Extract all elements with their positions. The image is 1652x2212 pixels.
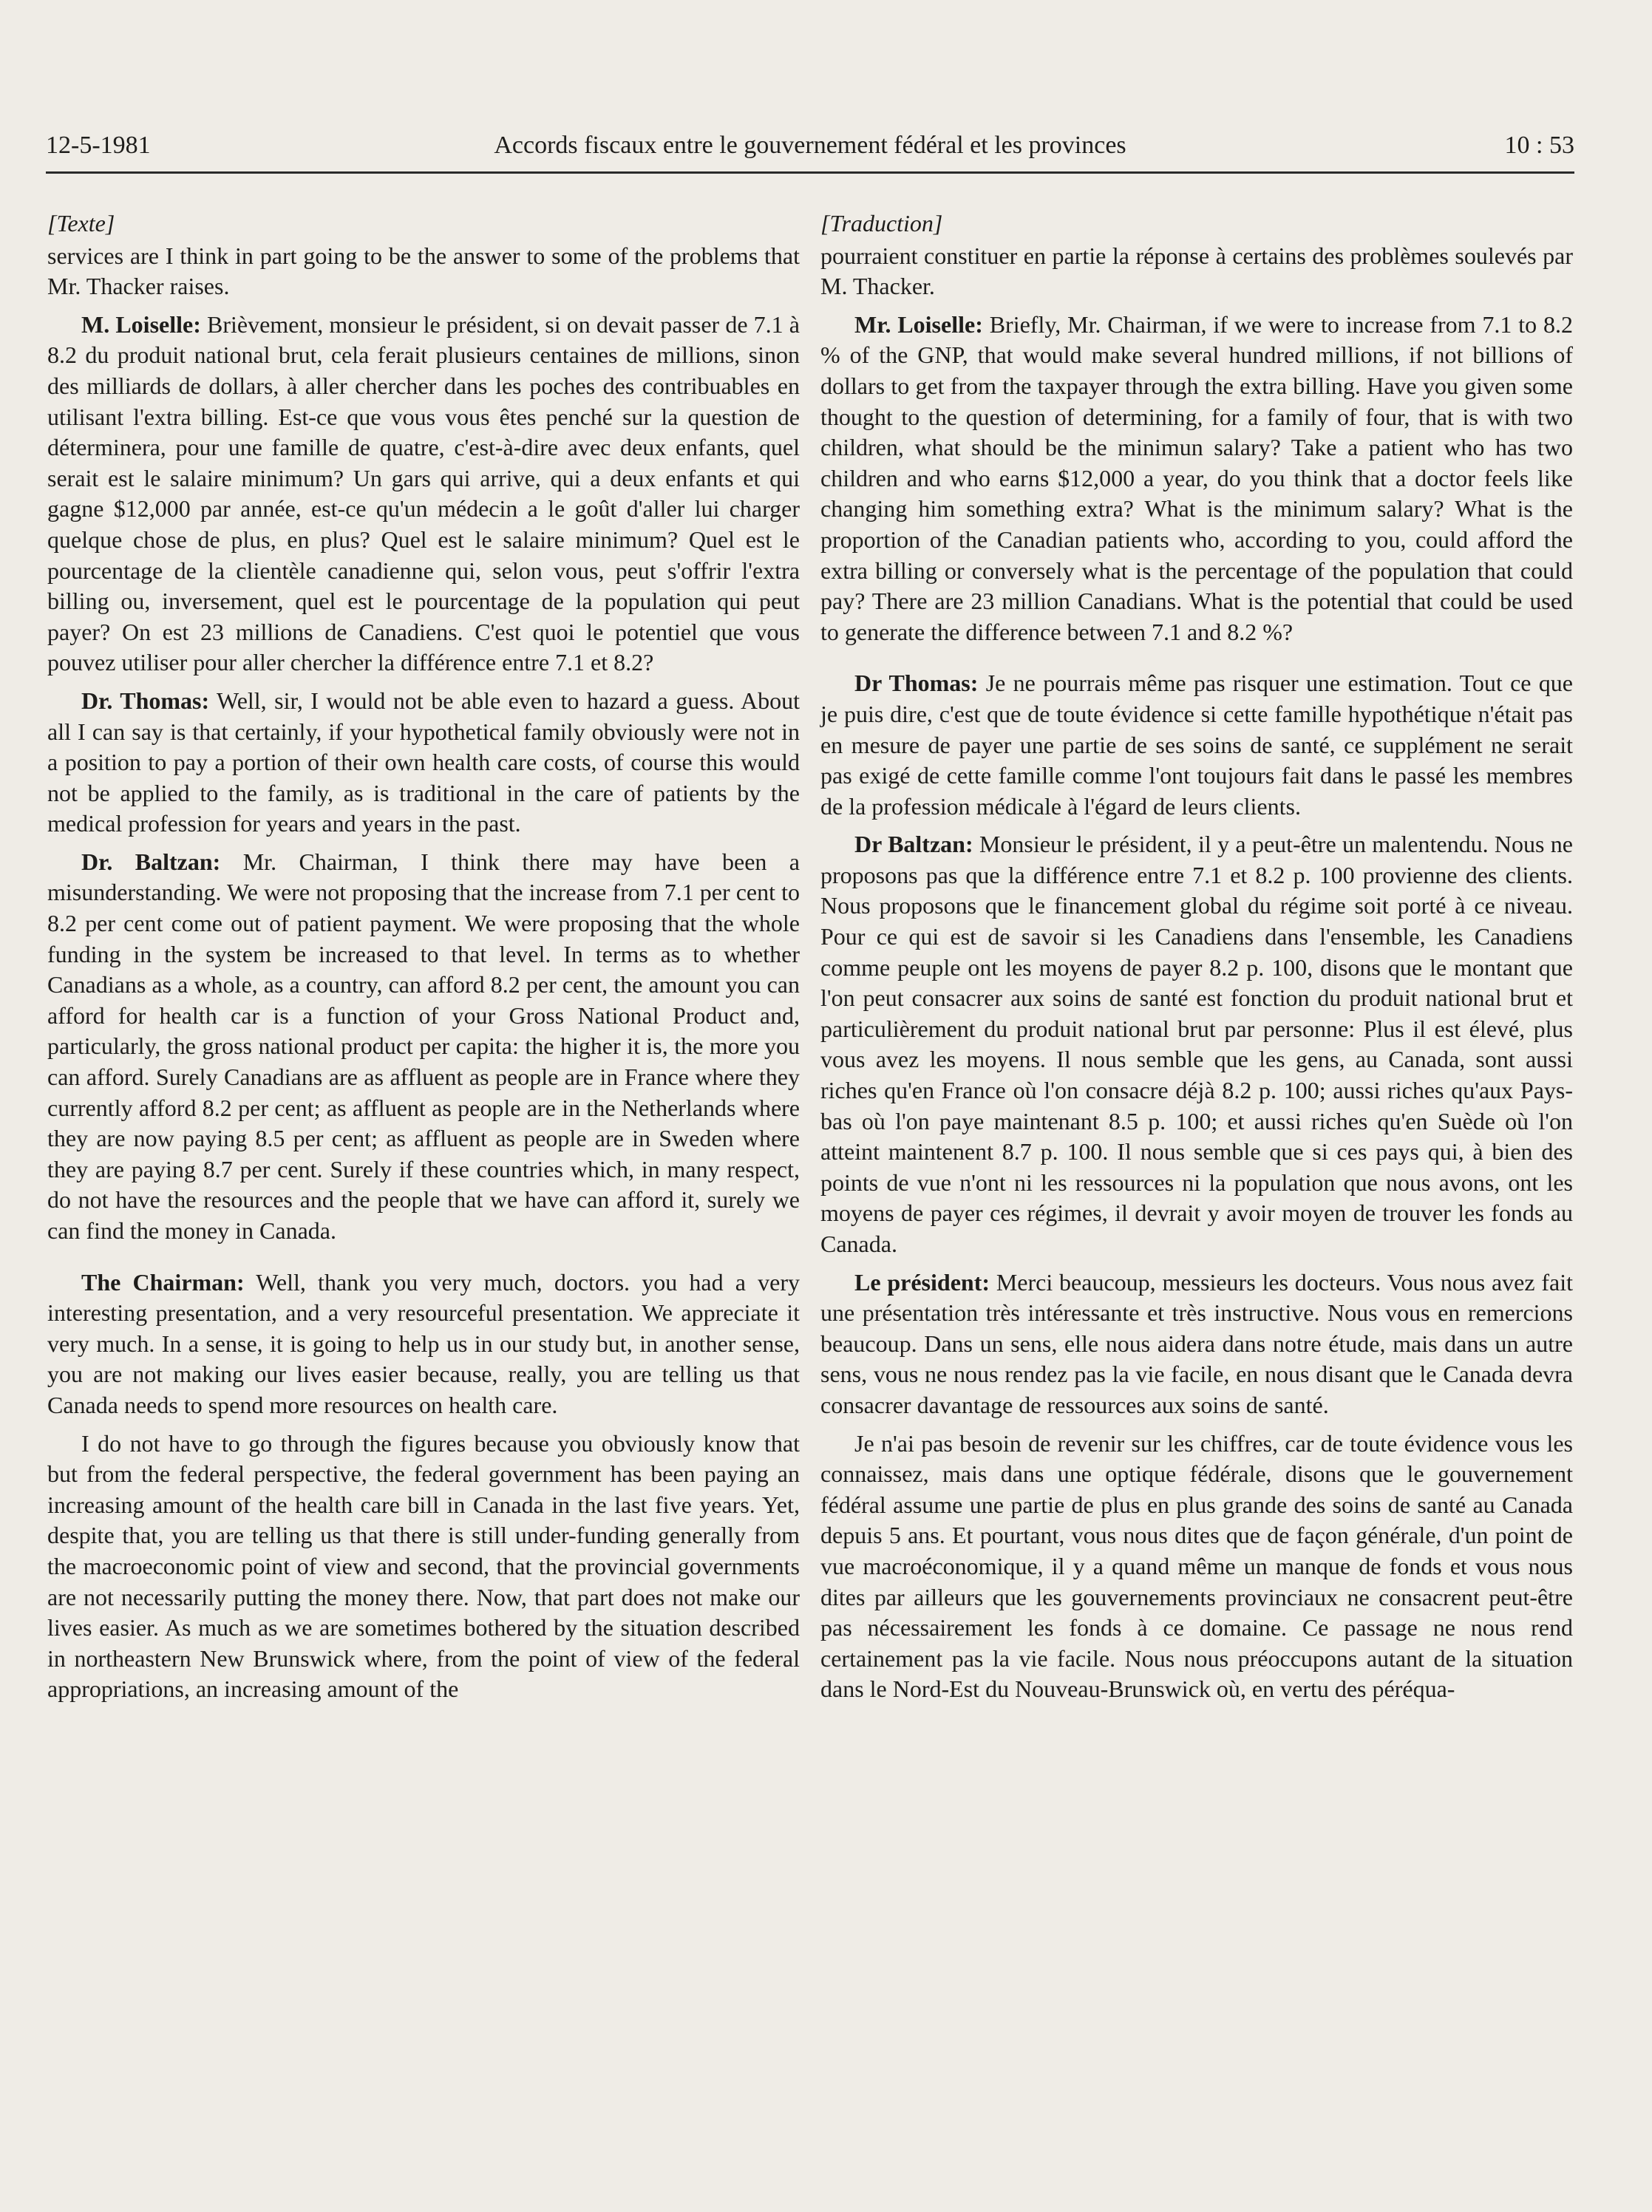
column-language-tag: [Traduction]	[820, 210, 943, 236]
speech-text: Mr. Chairman, I think there may have been a misunderstanding. We were not proposing that the increase from 7.1 per cent to 8.2 per cent come out of patient payment. We were proposing that the whole funding in the system be increased to that level. In terms as to whether Canadians as a whole, as a country, can afford 8.2 per cent, the amount you can afford for health car is a function of your Gross National Product and, particularly, the gross national product per capita: the higher it is, the more you can afford. Surely Canadians are as affluent as people are in France where they currently afford 8.2 per cent; as affluent as people are in the Netherlands where they are now paying 8.5 per cent; as affluent as people are in Sweden where they are paying 8.7 per cent. Surely if these countries which, in many respect, do not have the resources and the people that we have can afford it, surely we can find the money in Canada.	[47, 848, 800, 1244]
paragraph-chairman	[47, 1267, 800, 1421]
speaker-name: Dr Thomas:	[854, 670, 979, 697]
paragraph-thomas	[47, 686, 800, 840]
paragraph-continued: pourraient constituer en partie la réponse à certains des problèmes soulevés par M. Thacker.	[820, 242, 1573, 300]
paragraph-chairman-continued: I do not have to go through the figures because you obviously know that but from the federal perspective, the federal government has been paying an increasing amount of the health care bill in Canada in the last five years. Yet, despite that, you are telling us that there is still under-funding generally from the macroeconomic point of view and second, that the provincial governments are not necessarily putting the money there. Now, that part does not make our lives easier. As much as we are sometimes bothered by the situation described in northeastern New Brunswick where, from the point of view of the federal appropriations, an increasing amount of the	[47, 1429, 800, 1703]
english-column	[47, 208, 800, 1712]
column-language-tag: [Texte]	[47, 210, 115, 236]
paragraph-continued: services are I think in part going to be the answer to some of the problems that Mr. Thacker raises.	[47, 242, 800, 300]
speech-text: Well, thank you very much, doctors. you had a very interesting presentation, and a very resourceful presentation. We appreciate it very much. In a sense, it is going to help us in our study but, in another sense, you are not making our lives easier because, really, you are telling us that Canada needs to spend more resources on health care.	[47, 1268, 800, 1418]
speech-text: Briefly, Mr. Chairman, if we were to increase from 7.1 to 8.2 % of the GNP, that would make several hundred millions, if not billions of dollars to get from the taxpayer through the extra billing. Have you given some thought to the question of determining, for a family of four, that is with two children, what should be the minimun salary? Take a patient who has two children and who earns $12,000 a year, do you think that a doctor feels like changing him something extra? What is the minimum salary? What is the proportion of the Canadian patients who, according to you, could afford the extra billing or conversely what is the percentage of the population that could pay? There are 23 million Canadians. What is the potential that could be used to generate the difference between 7.1 and 8.2 %?	[820, 310, 1574, 645]
paragraph-president	[820, 1267, 1573, 1421]
speech-text: Brièvement, monsieur le président, si on devait passer de 7.1 à 8.2 du produit national brut, cela ferait plusieurs centaines de millions, sinon des milliards de dollars, à aller chercher dans les poches des contribuables en utilisant l'extra billing. Est-ce que vous vous êtes penché sur la question de déterminera, pour une famille de quatre, c'est-à-dire avec deux enfants, quel serait est le salaire minimum? Un gars qui arrive, qui a deux enfants et qui gagne $12,000 par année, est-ce qu'un médecin a le goût d'aller lui charger quelque chose de plus, en plus? Quel est le salaire minimum? Quel est le pourcentage de la clientèle canadienne qui, selon vous, peut s'offrir l'extra billing ou, inversement, quel est le pourcentage de la population qui peut payer? On est 23 millions de Canadiens. C'est quoi le potentiel que vous pouvez utiliser pour aller chercher la différence entre 7.1 et 8.2?	[47, 310, 800, 676]
paragraph-thomas	[820, 668, 1573, 822]
speaker-name: Dr. Baltzan:	[81, 848, 221, 875]
speaker-name: Mr. Loiselle:	[854, 310, 983, 338]
speech-text: Monsieur le président, il y a peut-être un malentendu. Nous ne proposons pas que la différence entre 7.1 et 8.2 p. 100 provienne des clients. Nous proposons que le financement global du régime soit porté à ce niveau. Pour ce qui est de savoir si les Canadiens dans l'ensemble, les Canadiens comme peuple ont les moyens de payer 8.2 p. 100, disons que le montant que l'on peut consacrer aux soins de santé est fonction du produit national brut et particulièrement du produit national brut par personne: Plus il est élevé, plus vous avez les moyens. Il nous semble que les gens, au Canada, sont aussi riches qu'en France où l'on consacre déjà 8.2 p. 100; aussi riches qu'aux Pays-bas où l'on paye maintenant 8.5 p. 100; et aussi riches qu'en Suède où l'on atteint maintenent 8.7 p. 100. Il nous semble que si ces pays qui, à bien des points de vue n'ont ni les ressources ni la population que nous avons, ont les moyens de payer ces régimes, il devrait y avoir moyen de trouver les fonds au Canada.	[820, 831, 1573, 1257]
paragraph-baltzan	[47, 847, 800, 1247]
header-rule	[46, 171, 1574, 174]
paragraph-loiselle	[47, 310, 800, 678]
speaker-name: Dr Baltzan:	[854, 831, 973, 858]
speech-text: Merci beaucoup, messieurs les docteurs. Vous nous avez fait une présentation très intéressante et très instructive. Nous vous en remercions beaucoup. Dans un sens, elle nous aidera dans notre étude, mais dans un autre sens, vous ne nous rendez pas la vie facile, en nous disant que le Canada devra consacrer davantage de ressources aux soins de santé.	[820, 1268, 1574, 1418]
speech-text: Well, sir, I would not be able even to hazard a guess. About all I can say is that certainly, if your hypothetical family obviously were not in a position to pay a portion of their own health care costs, of course this would not be applied to the family, as is traditional in the care of patients by the medical profession for years and years in the past.	[47, 687, 800, 837]
paragraph-president-continued: Je n'ai pas besoin de revenir sur les chiffres, car de toute évidence vous les connaissez, mais dans une optique fédérale, disons que le gouvernement fédéral assume une partie de plus en plus grande des soins de santé au Canada depuis 5 ans. Et pourtant, vous nous dites que de façon générale, d'un point de vue macroéconomique, il y a quand même un manque de fonds et vous nous dites par ailleurs que les gouvernements provinciaux ne consacrent peut-être pas nécessairement les fonds à ce domaine. Ce passage ne nous rend certainement pas la vie facile. Nous nous préoccupons autant de la situation dans le Nord-Est du Nouveau-Brunswick où, en vertu des péréqua-	[820, 1429, 1573, 1703]
speaker-name: M. Loiselle:	[81, 310, 201, 338]
header-title: Accords fiscaux entre le gouvernement fédéral et les provinces	[494, 132, 1126, 159]
header-date: 12-5-1981	[46, 132, 151, 159]
header-page-number: 10 : 53	[1504, 132, 1574, 159]
speaker-name: The Chairman:	[81, 1268, 245, 1296]
speaker-name: Dr. Thomas:	[81, 687, 210, 714]
paragraph-loiselle	[820, 310, 1573, 648]
speaker-name: Le président:	[854, 1268, 990, 1296]
paragraph-baltzan	[820, 829, 1573, 1259]
french-column	[820, 208, 1573, 1712]
speech-text: Je ne pourrais même pas risquer une estimation. Tout ce que je puis dire, c'est que de toute évidence si cette famille hypothétique n'était pas en mesure de payer une partie de ses soins de santé, ce supplément ne serait pas exigé de cette famille comme l'ont toujours fait dans le passé les membres de la profession médicale à l'égard de leurs clients.	[820, 670, 1574, 820]
page-header	[46, 126, 1574, 171]
